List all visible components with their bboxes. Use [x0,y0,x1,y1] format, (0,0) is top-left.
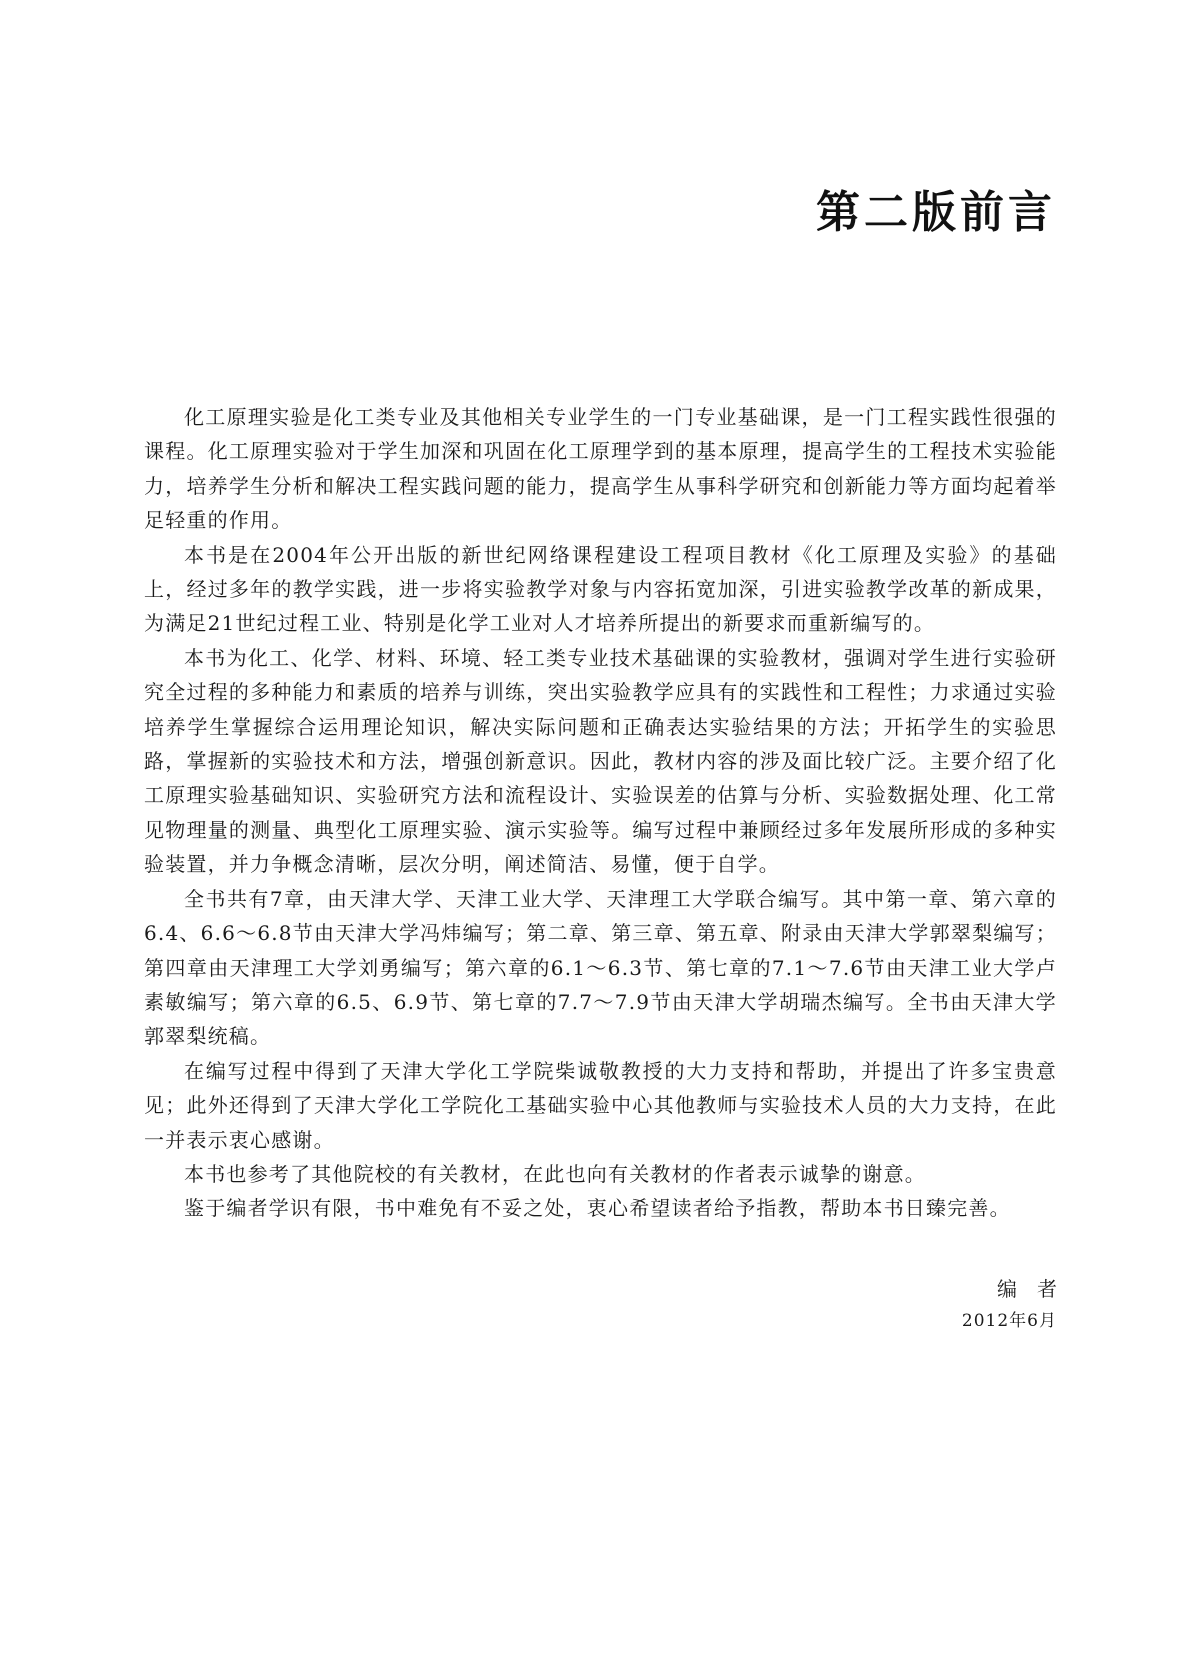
paragraph-1: 化工原理实验是化工类专业及其他相关专业学生的一门专业基础课，是一门工程实践性很强的课程。化工原理实验对于学生加深和巩固在化工原理学到的基本原理，提高学生的工程技术实验能力，培养学生分析和解决工程实践问题的能力，提高学生从事科学研究和创新能力等方面均起着举足轻重的作用。 [144,405,1057,533]
paragraph-5: 在编写过程中得到了天津大学化工学院柴诚敬教授的大力支持和帮助，并提出了许多宝贵意见；此外还得到了天津大学化工学院化工基础实验中心其他教师与实验技术人员的大力支持，在此一并表示衷心感谢。 [144,1058,1057,1152]
paragraph-2: 本书是在2004年公开出版的新世纪网络课程建设工程项目教材《化工原理及实验》的基础上，经过多年的教学实践，进一步将实验教学对象与内容拓宽加深，引进实验教学改革的新成果，为满足21世纪过程工业、特别是化学工业对人才培养所提出的新要求而重新编写的。 [144,542,1057,636]
preface-body [144,400,1057,1226]
signature-block [961,1272,1077,1336]
paragraph-4: 全书共有7章，由天津大学、天津工业大学、天津理工大学联合编写。其中第一章、第六章的6.4、6.6～6.8节由天津大学冯炜编写；第二章、第三章、第五章、附录由天津大学郭翠梨编写；第四章由天津理工大学刘勇编写；第六章的6.1～6.3节、第七章的7.1～7.6节由天津工业大学卢素敏编写；第六章的6.5、6.9节、第七章的7.7～7.9节由天津大学胡瑞杰编写。全书由天津大学郭翠梨统稿。 [144,886,1057,1049]
paragraph-3: 本书为化工、化学、材料、环境、轻工类专业技术基础课的实验教材，强调对学生进行实验研究全过程的多种能力和素质的培养与训练，突出实验教学应具有的实践性和工程性；力求通过实验培养学生掌握综合运用理论知识，解决实际问题和正确表达实验结果的方法；开拓学生的实验思路，掌握新的实验技术和方法，增强创新意识。因此，教材内容的涉及面比较广泛。主要介绍了化工原理实验基础知识、实验研究方法和流程设计、实验误差的估算与分析、实验数据处理、化工常见物理量的测量、典型化工原理实验、演示实验等。编写过程中兼顾经过多年发展所形成的多种实验装置，并力争概念清晰，层次分明，阐述简洁、易懂，便于自学。 [144,645,1057,877]
signature-author: 编者 [997,1277,1077,1301]
paragraph-7: 鉴于编者学识有限，书中难免有不妥之处，衷心希望读者给予指教，帮助本书日臻完善。 [184,1196,1011,1221]
signature-date: 2012年6月 [961,1311,1057,1331]
paragraph-6: 本书也参考了其他院校的有关教材，在此也向有关教材的作者表示诚挚的谢意。 [184,1161,926,1186]
page-title: 第二版前言 [816,187,1056,238]
